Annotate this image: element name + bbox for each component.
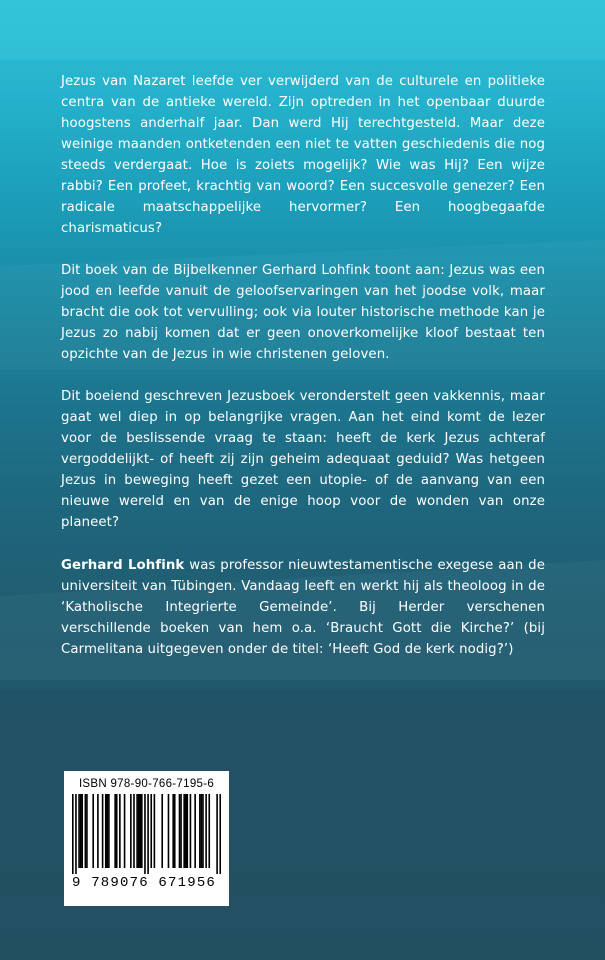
barcode-bar [180,794,182,868]
barcode-bar [161,794,163,868]
blurb-paragraph-1: Jezus van Nazaret leefde ver verwijderd van de culturele en politieke centra van de antieke wereld. Zijn optreden in het openbaar duurde hoogstens anderhalf jaar. Dan werd Hij terechtgesteld. Maar deze weinige maanden ontketenden een niet te vatten geschiedenis die nog steeds verdergaat. Hoe is zoiets mogelijk? Wie was Hij? Een wijze rabbi? Een profeet, krachtig van woord? Een succesvolle genezer? Een radicale maatschappelijke hervormer? Een hoogbegaafde charismaticus? [61,74,545,236]
barcode-bar [201,794,203,868]
background-band-top [0,0,605,60]
barcode-bar [85,794,87,868]
barcode-bar [168,794,170,868]
barcode-bar [172,794,174,868]
barcode-bar [202,794,204,868]
barcode-bar [81,794,83,868]
barcode-bar [150,794,152,868]
blurb-paragraph-2: Dit boek van de Bijbelkenner Gerhard Lohfink toont aan: Jezus was een jood en leefde vanuit de geloofservaringen van het joodse volk, maar bracht die ook tot vervulling; ook via louter historische methode kan je Jezus zo nabij komen dat er geen onoverkomelijke kloof bestaat ten opzichte van de Jezus in wie christenen geloven. [61,263,545,362]
barcode-bar [72,794,74,874]
barcode-bar [141,794,143,868]
barcode-bar [108,794,110,868]
author-bio-text: was professor nieuwtestamentische exegese aan de universiteit van Tübingen. Vandaag leeft en werkt hij als theoloog in de ‘Katholische Integrierte Gemeinde’. Bij Herder verschenen verschillende boeken van hem o.a. ‘Braucht Gott die Kirche?’ (bij Carmelitana uitgegeven onder de titel: ‘Heeft God de kerk nodig?’) [61,558,545,657]
barcode-bar [97,794,99,868]
barcode-bar [199,794,201,868]
barcode-block [64,771,229,906]
barcode-bar [205,794,207,868]
barcode-bar [190,794,192,868]
isbn-label: ISBN 978-90-766-7195-6 [78,778,215,790]
barcode-bar [119,794,121,868]
barcode-bar [133,794,135,868]
barcode-bar [124,794,126,868]
author-name: Gerhard Lohfink [61,558,185,573]
barcode-bars [72,794,221,874]
blurb-paragraph-3: Dit boeiend geschreven Jezusboek veronderstelt geen vakkennis, maar gaat wel diep in op belangrijke vragen. Aan het eind komt de lezer voor de beslissende vraag te staan: heeft de kerk Jezus achteraf vergoddelijkt- of heeft zij zijn geheim adequaat geduid? Was hetgeen Jezus in beweging heeft gezet een utopie- of de aanvang van een nieuwe wereld en van de enige hoop voor de wonden van onze planeet? [61,389,545,530]
barcode-bar [183,794,185,868]
back-cover-text [61,71,545,681]
barcode-bar [154,794,156,868]
barcode-bar [75,794,77,874]
barcode-bar [80,794,82,868]
barcode-bar [144,794,146,874]
barcode-bar [86,794,88,868]
barcode-bar [147,794,149,874]
barcode-bar [136,794,138,868]
barcode-bar [105,794,107,868]
barcode-bar [174,794,176,868]
barcode-digits: 9 789076 671956 [72,875,217,891]
barcode-bar [179,794,181,868]
barcode-bar [185,794,187,868]
barcode-bar [116,794,118,868]
barcode-bar [194,794,196,868]
barcode-bar [102,794,104,868]
barcode-bar [186,794,188,868]
barcode-bar [78,794,80,868]
barcode-bar [92,794,94,868]
barcode-bar [114,794,116,868]
barcode-bar [107,794,109,868]
barcode-bar [138,794,140,868]
barcode-bar [216,794,218,874]
author-bio [61,555,545,660]
barcode-bar [139,794,141,868]
barcode-bar [219,794,221,874]
barcode-bar [208,794,210,868]
barcode-bar [130,794,132,868]
